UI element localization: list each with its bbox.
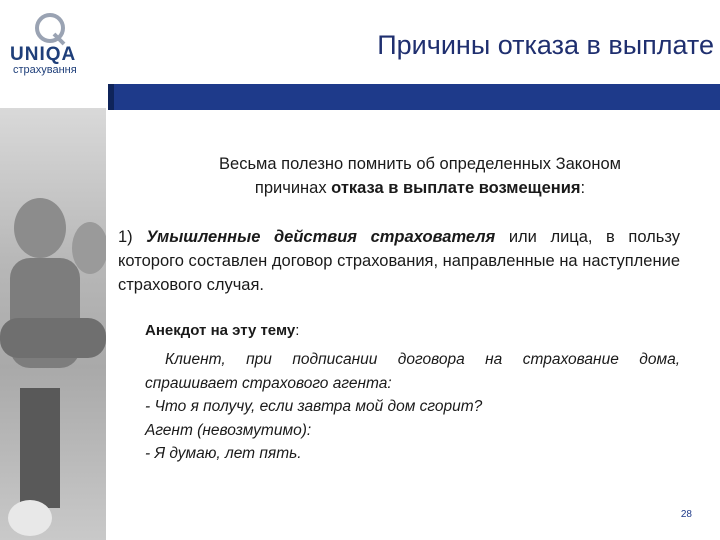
page-title: Причины отказа в выплате bbox=[377, 30, 714, 60]
intro-line2-bold: отказа в выплате возмещения bbox=[331, 179, 581, 197]
anecdote-heading-bold: Анекдот на эту тему bbox=[145, 322, 296, 339]
anecdote-line: - Я думаю, лет пять. bbox=[145, 445, 302, 462]
title-bar-accent bbox=[108, 84, 114, 110]
anecdote-line: Агент (невозмутимо): bbox=[145, 421, 312, 439]
intro-line2-suffix: : bbox=[580, 179, 586, 197]
team-huddle-image bbox=[0, 108, 106, 540]
point-1-bold: Умышленные действия страхователя bbox=[146, 228, 496, 246]
point-1-rest: или лица, в пользу которого составлен договор страхования, направленные на наступление страхового случая. bbox=[118, 228, 680, 294]
point-1 bbox=[118, 225, 680, 297]
anecdote-line: - Что я получу, если завтра мой дом сгорит? bbox=[145, 398, 483, 415]
intro-line1: Весьма полезно помнить об определенных Законом bbox=[219, 155, 621, 173]
point-1-number: 1) bbox=[118, 228, 133, 246]
intro-text bbox=[150, 152, 690, 200]
title-bar bbox=[108, 84, 720, 110]
anecdote-heading bbox=[145, 322, 299, 339]
intro-line2-prefix: причинах bbox=[254, 179, 332, 197]
page-number: 28 bbox=[680, 509, 692, 520]
logo-wordmark: UNIQA bbox=[10, 44, 77, 65]
anecdote-text bbox=[145, 348, 680, 466]
sidebar-photo bbox=[0, 108, 106, 540]
anecdote-line: Клиент, при подписании договора на страхование дома, спрашивает страхового агента: bbox=[145, 351, 680, 392]
sidebar bbox=[0, 0, 108, 540]
logo-subtitle: страхування bbox=[13, 64, 77, 76]
anecdote-heading-suffix: : bbox=[295, 322, 300, 339]
